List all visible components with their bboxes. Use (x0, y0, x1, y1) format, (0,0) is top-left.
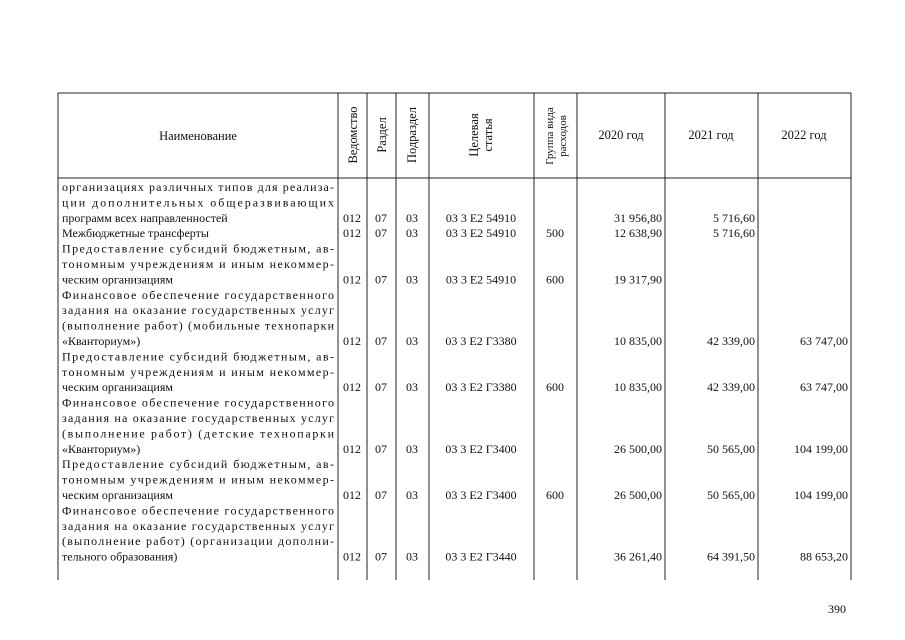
cell-2020: 10 835,00 (614, 380, 662, 395)
cell-celevaya-statya: 03 3 Е2 Г3440 (445, 549, 517, 564)
cell-razdel: 07 (375, 488, 387, 502)
cell-razdel: 07 (375, 380, 387, 395)
page-number: 390 (828, 602, 846, 616)
row-name-line: тономным учреждениям и иным некоммер- (62, 364, 334, 379)
cell-2020: 26 500,00 (614, 488, 662, 502)
row-name-line: Предоставление субсидий бюджетным, ав- (62, 241, 334, 256)
cell-2021: 42 339,00 (707, 334, 755, 348)
cell-gruppa-vida: 500 (546, 226, 564, 241)
cell-vedomstvo: 012 (343, 210, 361, 225)
cell-2022: 104 199,00 (794, 488, 848, 502)
row-name-line: организациях различных типов для реализа- (62, 180, 334, 194)
header-gruppa-line1: Группа вида (544, 107, 556, 165)
cell-celevaya-statya: 03 3 Е2 54910 (445, 272, 517, 287)
cell-celevaya-statya: 03 3 Е2 Г3400 (445, 488, 517, 502)
row-name-line: задания на оказание государственных услуг (62, 518, 334, 533)
row-name-line: «Кванториум») (62, 334, 141, 348)
row-name-line: (выполнение работ) (организации дополни- (62, 534, 334, 549)
cell-podrazdel: 03 (406, 210, 418, 225)
row-name-line: Предоставление субсидий бюджетным, ав- (62, 457, 334, 472)
cell-2020: 26 500,00 (614, 441, 662, 456)
cell-razdel: 07 (375, 272, 387, 287)
row-name-line: задания на оказание государственных услуг (62, 303, 334, 318)
row-name-line: «Кванториум») (62, 441, 141, 456)
row-name-line: Финансовое обеспечение государственного (62, 287, 334, 302)
cell-vedomstvo: 012 (343, 226, 361, 241)
cell-2022: 63 747,00 (800, 380, 848, 395)
row-name-line: программ всех направленностей (62, 210, 228, 225)
row-name-line: ции дополнительных общеразвивающих (62, 195, 334, 210)
cell-podrazdel: 03 (406, 488, 418, 502)
cell-vedomstvo: 012 (343, 549, 361, 564)
cell-celevaya-statya: 03 3 Е2 54910 (445, 210, 517, 225)
cell-vedomstvo: 012 (343, 334, 361, 348)
cell-podrazdel: 03 (406, 380, 418, 395)
cell-2022: 104 199,00 (794, 441, 848, 456)
header-celevaya-line2: статья (481, 118, 495, 152)
header-name: Наименование (159, 129, 237, 143)
header-vedomstvo: Ведомство (346, 106, 360, 164)
cell-2020: 12 638,90 (614, 226, 662, 241)
row-name-line: задания на оказание государственных услуг (62, 411, 334, 425)
cell-vedomstvo: 012 (343, 380, 361, 395)
row-name-line: Межбюджетные трансферты (62, 226, 209, 241)
row-name-line: ческим организациям (62, 272, 173, 287)
cell-razdel: 07 (375, 549, 387, 564)
cell-razdel: 07 (375, 334, 387, 348)
header-gruppa-line2: расходов (557, 115, 569, 157)
row-name-line: тельного образования) (62, 549, 178, 564)
header-razdel: Раздел (375, 117, 389, 153)
cell-razdel: 07 (375, 210, 387, 225)
cell-razdel: 07 (375, 441, 387, 456)
row-name-line: Финансовое обеспечение государственного (62, 395, 334, 410)
row-name-line: (выполнение работ) (мобильные технопарки (62, 318, 334, 333)
cell-2021: 50 565,00 (707, 488, 755, 502)
row-name-line: ческим организациям (62, 380, 173, 395)
cell-vedomstvo: 012 (343, 488, 361, 502)
cell-vedomstvo: 012 (343, 272, 361, 287)
cell-2020: 31 956,80 (614, 210, 662, 225)
cell-2022: 88 653,20 (800, 549, 848, 564)
cell-gruppa-vida: 600 (546, 272, 564, 287)
header-2022: 2022 год (781, 128, 827, 142)
table-header (159, 106, 827, 164)
cell-razdel: 07 (375, 226, 387, 241)
cell-2021: 5 716,60 (713, 226, 755, 241)
cell-vedomstvo: 012 (343, 441, 361, 456)
row-name-line: (выполнение работ) (детские технопарки (62, 426, 335, 441)
cell-celevaya-statya: 03 3 Е2 Г3380 (445, 380, 517, 395)
cell-podrazdel: 03 (406, 272, 418, 287)
row-name-line: тономным учреждениям и иным некоммер- (62, 472, 334, 487)
header-podrazdel: Подраздел (405, 107, 419, 163)
cell-2022: 63 747,00 (800, 334, 848, 348)
cell-2021: 64 391,50 (707, 549, 755, 564)
cell-2021: 50 565,00 (707, 441, 755, 456)
row-name-line: Финансовое обеспечение государственного (62, 503, 334, 518)
cell-gruppa-vida: 600 (546, 380, 564, 395)
header-2020: 2020 год (598, 128, 644, 142)
cell-2020: 19 317,90 (614, 272, 662, 287)
cell-celevaya-statya: 03 3 Е2 Г3380 (445, 334, 517, 348)
cell-podrazdel: 03 (406, 441, 418, 456)
cell-podrazdel: 03 (406, 226, 418, 241)
cell-2021: 5 716,60 (713, 210, 755, 225)
row-name-line: ческим организациям (62, 488, 173, 502)
row-name-line: тономным учреждениям и иным некоммер- (62, 257, 334, 271)
cell-celevaya-statya: 03 3 Е2 54910 (445, 226, 517, 241)
row-name-line: Предоставление субсидий бюджетным, ав- (62, 349, 334, 364)
cell-2020: 10 835,00 (614, 334, 662, 348)
cell-celevaya-statya: 03 3 Е2 Г3400 (445, 441, 517, 456)
header-celevaya-line1: Целевая (467, 113, 481, 157)
cell-gruppa-vida: 600 (546, 488, 564, 502)
cell-2020: 36 261,40 (614, 549, 662, 564)
cell-podrazdel: 03 (406, 549, 418, 564)
cell-podrazdel: 03 (406, 334, 418, 348)
table-body (62, 180, 848, 564)
cell-2021: 42 339,00 (707, 380, 755, 395)
header-2021: 2021 год (688, 128, 734, 142)
